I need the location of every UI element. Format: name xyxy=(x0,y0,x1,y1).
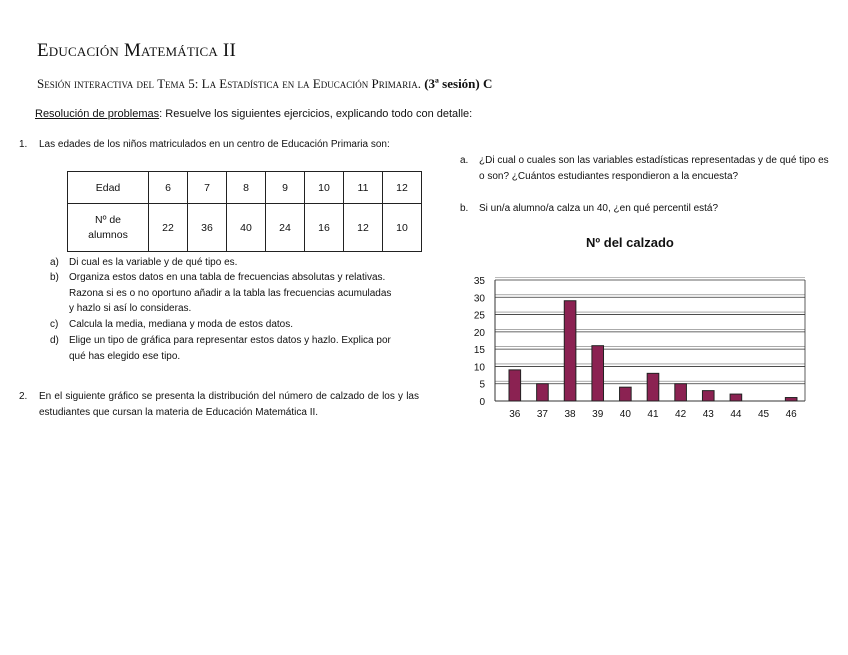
x-tick-label: 46 xyxy=(785,409,797,420)
age-cell: 12 xyxy=(383,172,422,204)
q1c-letter: c) xyxy=(50,319,59,330)
age-cell: 9 xyxy=(266,172,305,204)
q2b-letter: b. xyxy=(460,203,469,214)
q1-text: Las edades de los niños matriculados en un centro de Educación Primaria son: xyxy=(39,139,390,150)
q2b-text: Si un/a alumno/a calza un 40, ¿en qué percentil está? xyxy=(479,203,719,214)
row1-header: Edad xyxy=(68,172,149,204)
ages-table xyxy=(67,171,422,252)
x-tick-label: 42 xyxy=(675,409,687,420)
q1d-text: Elige un tipo de gráfica para representar estos datos y hazlo. Explica por qué has elegido ese tipo. xyxy=(69,335,391,362)
x-tick-label: 43 xyxy=(702,409,714,420)
instructions-text: : Resuelve los siguientes ejercicios, explicando todo con detalle: xyxy=(159,108,473,120)
q1b-text: Organiza estos datos en una tabla de frecuencias absolutas y relativas. Razona si es o no oportuno añadir a la tabla las frecuencias acumuladas y hazlo si así lo consideras. xyxy=(69,272,392,314)
shoe-size-chart xyxy=(462,268,812,433)
q2-number: 2. xyxy=(19,391,28,402)
y-tick-label: 35 xyxy=(473,276,485,287)
q2a-text: ¿Di cual o cuales son las variables estadísticas representadas y de qué tipo es o son? ¿Cuántos estudiantes respondieron a la encuesta? xyxy=(479,155,829,182)
count-cell: 10 xyxy=(383,204,422,252)
age-cell: 7 xyxy=(188,172,227,204)
x-tick-label: 37 xyxy=(536,409,549,420)
q1b-letter: b) xyxy=(50,272,59,283)
x-tick-label: 36 xyxy=(509,409,521,420)
bar xyxy=(702,391,714,401)
count-cell: 24 xyxy=(266,204,305,252)
y-tick-label: 5 xyxy=(479,379,485,391)
age-cell: 8 xyxy=(227,172,266,204)
x-tick-label: 45 xyxy=(757,409,770,420)
y-tick-label: 30 xyxy=(473,293,485,305)
q2a-letter: a. xyxy=(460,155,469,166)
counts-row xyxy=(68,204,422,252)
y-tick-label: 10 xyxy=(473,362,485,374)
age-cell: 6 xyxy=(149,172,188,204)
bar xyxy=(730,394,742,401)
row2-header: Nº de alumnos xyxy=(68,204,149,252)
y-tick-label: 20 xyxy=(473,327,485,339)
document-subtitle xyxy=(37,76,492,92)
ages-row xyxy=(68,172,422,204)
instructions xyxy=(35,108,472,120)
count-cell: 36 xyxy=(188,204,227,252)
bar xyxy=(785,398,797,401)
y-tick-label: 0 xyxy=(479,397,485,408)
q1c-text: Calcula la media, mediana y moda de estos datos. xyxy=(69,319,294,330)
bar xyxy=(537,384,549,401)
instructions-label: Resolución de problemas xyxy=(35,108,160,120)
x-tick-label: 41 xyxy=(647,409,659,420)
y-tick-label: 15 xyxy=(473,345,485,357)
subtitle-session: (3ª sesión) C xyxy=(424,76,493,91)
bar xyxy=(564,301,576,401)
q2-text: En el siguiente gráfico se presenta la distribución del número de calzado de los y las estudiantes que cursan la materia de Educación Matemática II. xyxy=(39,391,419,418)
x-tick-label: 38 xyxy=(564,409,576,420)
count-cell: 22 xyxy=(149,204,188,252)
y-tick-label: 25 xyxy=(473,310,485,322)
document-title: Educación Matemática II xyxy=(37,40,236,61)
subtitle-text: Sesión interactiva del Tema 5: La Estadística en la Educación Primaria. xyxy=(37,76,421,91)
x-tick-label: 39 xyxy=(592,409,604,420)
bar xyxy=(620,387,632,401)
bar xyxy=(647,373,659,401)
x-tick-label: 40 xyxy=(619,409,631,420)
x-tick-label: 44 xyxy=(730,409,742,420)
bar xyxy=(509,370,521,401)
chart-title: Nº del calzado xyxy=(586,235,674,250)
count-cell: 12 xyxy=(344,204,383,252)
q1-number: 1. xyxy=(19,139,28,150)
bar xyxy=(592,346,604,401)
age-cell: 10 xyxy=(305,172,344,204)
q1d-letter: d) xyxy=(50,335,59,346)
q1a-letter: a) xyxy=(50,257,59,268)
count-cell: 40 xyxy=(227,204,266,252)
bar xyxy=(675,384,687,401)
q1a-text: Di cual es la variable y de qué tipo es. xyxy=(69,257,238,268)
count-cell: 16 xyxy=(305,204,344,252)
age-cell: 11 xyxy=(344,172,383,204)
